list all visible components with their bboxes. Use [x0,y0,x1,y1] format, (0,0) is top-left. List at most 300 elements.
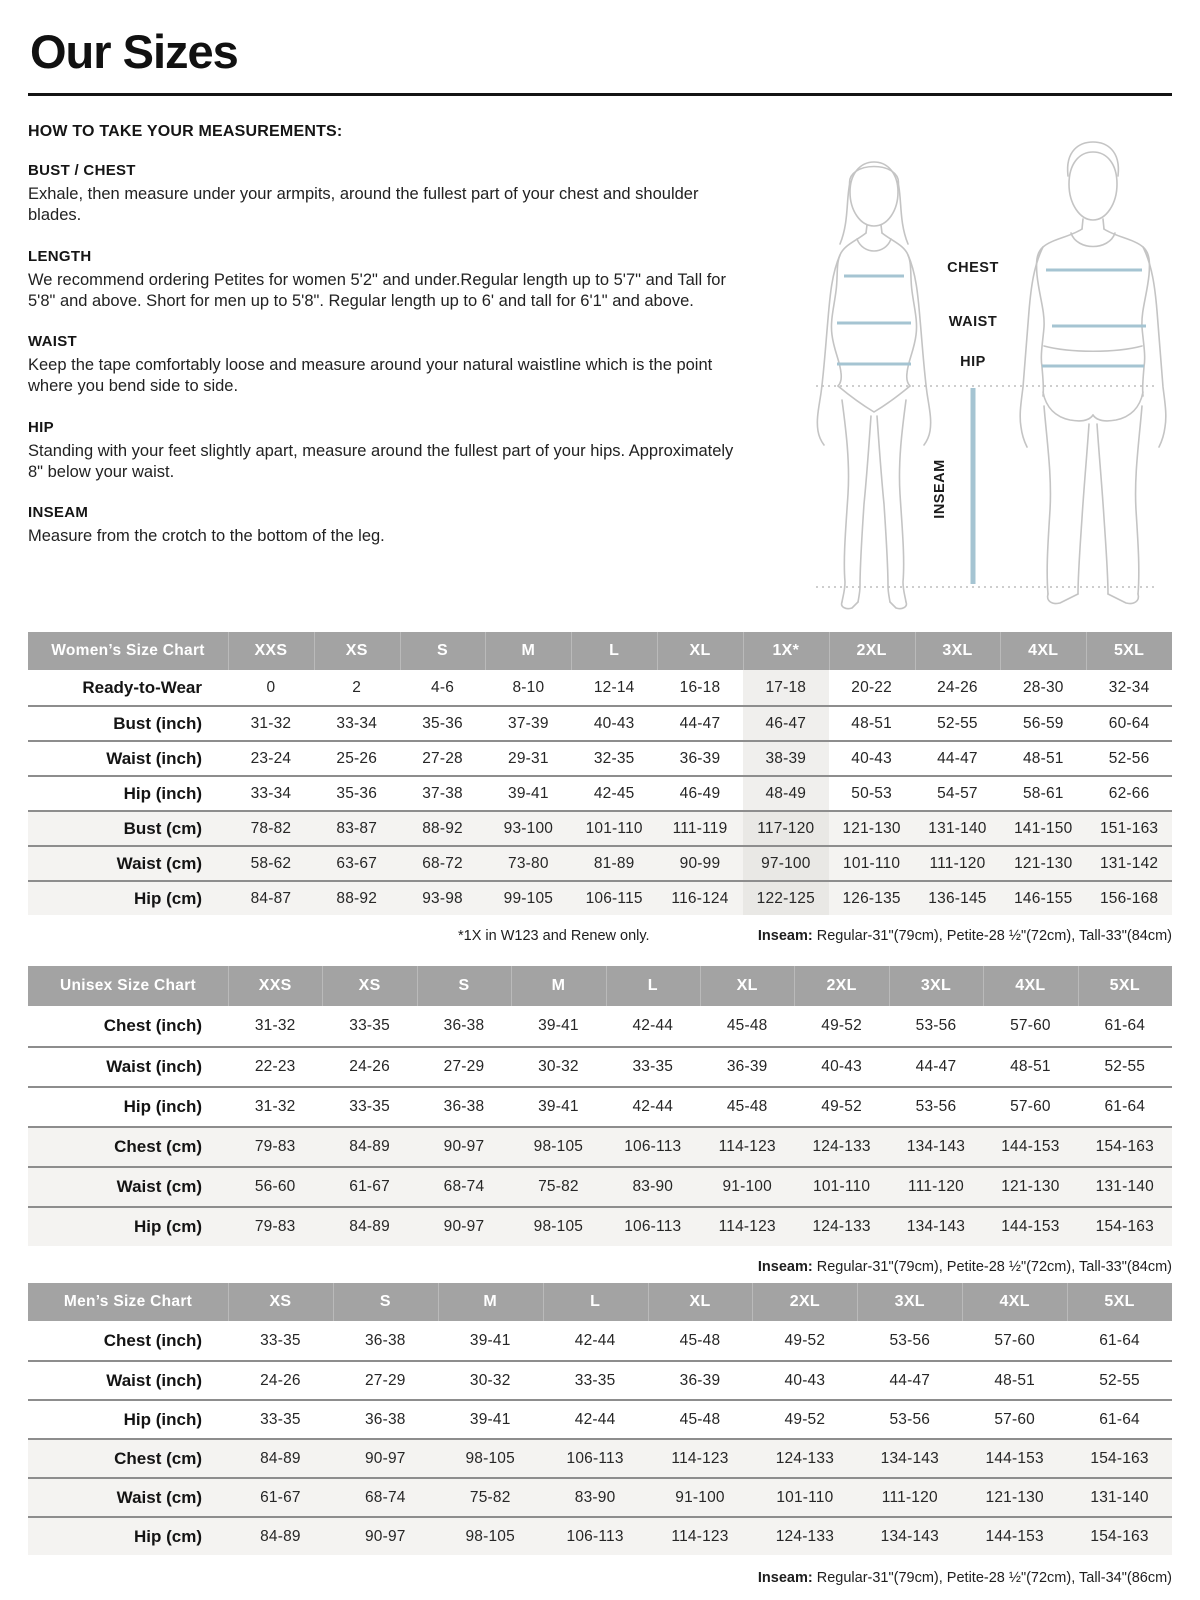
size-cell: 121-130 [842,819,901,837]
size-cell: 24-26 [349,1058,390,1075]
size-cell: 42-45 [593,784,635,802]
table-row [28,845,1172,880]
size-column-header: L [543,1283,648,1321]
table-row [28,775,1172,810]
size-cell: 48-49 [743,777,829,810]
inseam-note-text: Regular-31"(79cm), Petite-28 ½"(72cm), Tall-34"(86cm) [812,1570,1172,1586]
womens-size-chart [28,632,1172,915]
size-cell: 68-74 [443,1178,485,1195]
size-cell: 54-57 [937,784,978,802]
size-cell: 131-140 [1090,1488,1149,1506]
row-label: Hip (cm) [134,888,202,908]
table-row [28,1399,1172,1438]
table-row [28,740,1172,775]
size-cell: 98-105 [465,1527,515,1545]
size-cell: 52-56 [1108,749,1150,767]
size-column-header: XS [314,632,400,670]
size-cell: 73-80 [508,854,549,872]
size-cell: 53-56 [889,1410,931,1428]
size-cell: 91-100 [722,1178,772,1195]
size-cell: 98-105 [533,1218,584,1235]
size-cell: 61-64 [1099,1410,1140,1428]
measurement-instructions [28,123,743,548]
size-cell: 36-39 [679,749,721,767]
size-cell: 16-18 [679,678,721,696]
inseam-note-label: Inseam: [757,928,813,944]
size-cell: 39-41 [469,1410,511,1428]
table-row [28,670,1172,705]
size-cell: 46-47 [743,707,829,740]
title-divider [28,93,1172,96]
size-column-header: 5XL [1078,966,1172,1006]
size-cell: 56-59 [1022,714,1064,732]
size-column-header: 4XL [983,966,1077,1006]
row-label: Hip (cm) [134,1217,202,1236]
size-cell: 68-72 [422,854,463,872]
size-cell: 131-140 [928,819,987,837]
size-cell: 114-123 [671,1449,729,1467]
size-cell: 93-100 [503,819,554,837]
size-column-header: 5XL [1086,632,1172,670]
row-label: Ready-to-Wear [82,677,202,697]
size-cell: 36-38 [443,1017,485,1034]
inseam-note-label: Inseam: [757,1259,813,1275]
size-cell: 31-32 [250,714,292,732]
size-cell: 111-120 [881,1488,938,1506]
size-cell: 44-47 [915,1058,957,1075]
size-cell: 68-74 [364,1488,406,1506]
size-cell: 35-36 [336,784,378,802]
size-cell: 12-14 [593,678,635,696]
size-cell: 106-113 [566,1449,624,1467]
size-column-header: S [417,966,511,1006]
size-cell: 126-135 [842,889,901,907]
size-cell: 131-140 [1095,1178,1154,1195]
row-label: Bust (inch) [113,713,202,733]
size-cell: 114-123 [671,1527,729,1545]
size-cell: 134-143 [880,1449,939,1467]
size-cell: 93-98 [422,889,463,907]
size-cell: 136-145 [928,889,987,907]
row-label: Waist (inch) [106,1370,202,1390]
size-cell: 88-92 [422,819,463,837]
size-cell: 4-6 [431,678,455,696]
size-cell: 61-64 [1104,1017,1146,1034]
size-cell: 144-153 [1001,1218,1060,1235]
instructions-heading: HOW TO TAKE YOUR MEASUREMENTS: [28,123,343,140]
table-row [28,705,1172,740]
size-cell: 42-44 [632,1017,674,1034]
row-label: Hip (inch) [123,1097,202,1116]
size-cell: 33-35 [632,1058,674,1075]
size-column-header: XL [700,966,794,1006]
size-column-header: M [438,1283,543,1321]
size-cell: 75-82 [469,1488,511,1506]
row-label: Waist (cm) [116,1177,202,1196]
row-label: Bust (cm) [123,818,202,838]
inseam-label: INSEAM [932,459,948,519]
size-cell: 122-125 [743,882,829,915]
size-cell: 78-82 [250,819,292,837]
size-cell: 53-56 [889,1331,931,1349]
size-cell: 134-143 [906,1138,966,1155]
row-label: Waist (cm) [116,1487,202,1507]
size-column-header: 1X* [743,632,829,670]
row-label: Chest (cm) [114,1448,202,1468]
row-label: Waist (cm) [116,853,202,873]
size-cell: 37-38 [422,784,463,802]
size-cell: 124-133 [812,1218,871,1235]
size-cell: 56-60 [254,1178,296,1195]
page-title: Our Sizes [30,25,238,78]
size-cell: 40-43 [851,749,892,767]
size-cell: 90-99 [679,854,721,872]
table-title: Unisex Size Chart [59,977,197,994]
size-cell: 83-90 [632,1178,674,1195]
size-cell: 141-150 [1014,819,1073,837]
size-cell: 52-55 [1104,1058,1146,1075]
size-cell: 35-36 [422,714,463,732]
size-cell: 48-51 [851,714,892,732]
size-cell: 42-44 [574,1410,616,1428]
size-column-header: 2XL [829,632,915,670]
table-row [28,1516,1172,1555]
size-cell: 90-97 [443,1138,485,1155]
row-label: Hip (inch) [123,1409,202,1429]
size-cell: 154-163 [1095,1138,1154,1155]
measurement-diagram [780,134,1180,614]
table-header-row [28,1283,1172,1321]
inseam-note-unisex [758,1259,1172,1275]
size-cell: 101-110 [585,819,643,837]
size-cell: 75-82 [538,1178,579,1195]
size-cell: 57-60 [1010,1098,1051,1115]
size-column-header: L [606,966,700,1006]
size-cell: 31-32 [254,1017,296,1034]
top-section [28,24,1172,602]
size-cell: 28-30 [1022,678,1064,696]
size-cell: 44-47 [889,1371,931,1389]
size-cell: 111-120 [908,1178,964,1195]
size-cell: 33-35 [260,1331,301,1349]
size-column-header: 3XL [915,632,1001,670]
table-row [28,1046,1172,1086]
size-cell: 84-89 [260,1449,301,1467]
hip-label: HIP [960,354,986,370]
size-cell: 97-100 [743,847,829,880]
size-cell: 57-60 [994,1331,1035,1349]
size-cell: 37-39 [508,714,549,732]
size-cell: 36-38 [364,1410,406,1428]
size-cell: 39-41 [538,1017,579,1034]
male-figure-outline [1020,142,1166,604]
size-cell: 61-64 [1099,1331,1140,1349]
size-cell: 58-62 [250,854,292,872]
size-cell: 134-143 [880,1527,939,1545]
size-cell: 83-87 [336,819,378,837]
size-column-header: XXS [228,632,314,670]
size-cell: 62-66 [1108,784,1150,802]
size-cell: 101-110 [776,1488,834,1506]
size-cell: 124-133 [775,1527,835,1545]
size-cell: 2 [352,678,362,696]
size-cell: 63-67 [336,854,378,872]
row-label: Waist (inch) [106,1057,202,1076]
size-cell: 30-32 [538,1058,579,1075]
size-cell: 114-123 [718,1218,776,1235]
size-cell: 121-130 [1001,1178,1060,1195]
inseam-note-text: Regular-31"(79cm), Petite-28 ½"(72cm), Tall-33"(84cm) [812,928,1172,944]
size-cell: 83-90 [574,1488,616,1506]
size-cell: 49-52 [784,1410,826,1428]
size-cell: 58-61 [1022,784,1064,802]
size-column-header: 5XL [1067,1283,1172,1321]
size-column-header: XS [228,1283,333,1321]
size-cell: 98-105 [465,1449,515,1467]
size-column-header: L [571,632,657,670]
size-cell: 24-26 [937,678,978,696]
section-text: We recommend ordering Petites for women 5'2" and under.Regular length up to 5'7" and Tall for 5'8" and above. Short for men up to 5'8". Regular length up to 6' and tall for 6'1" and above. [28,270,726,310]
size-cell: 146-155 [1014,889,1073,907]
inseam-note-women [758,928,1172,944]
size-cell: 40-43 [821,1058,862,1075]
size-cell: 111-119 [672,819,728,837]
size-column-header: 2XL [794,966,888,1006]
size-cell: 8-10 [512,678,545,696]
size-column-header: S [400,632,486,670]
size-cell: 17-18 [743,670,829,705]
size-cell: 116-124 [671,889,729,907]
size-cell: 48-51 [1010,1058,1051,1075]
size-cell: 32-34 [1108,678,1150,696]
table-row [28,1477,1172,1516]
size-cell: 101-110 [813,1178,871,1195]
size-cell: 156-168 [1099,889,1159,907]
section-label: HIP [28,418,54,436]
size-cell: 33-35 [349,1098,390,1115]
size-cell: 39-41 [469,1331,511,1349]
table-row [28,880,1172,915]
section-text: Measure from the crotch to the bottom of the leg. [28,527,385,546]
size-cell: 45-48 [679,1331,721,1349]
size-cell: 106-113 [624,1218,682,1235]
size-cell: 90-97 [443,1218,485,1235]
size-cell: 52-55 [1099,1371,1140,1389]
row-label: Hip (cm) [134,1526,202,1546]
table-row [28,1438,1172,1477]
table-row [28,1086,1172,1126]
mens-size-chart [28,1283,1172,1555]
size-cell: 22-23 [254,1058,296,1075]
inseam-note-label: Inseam: [757,1570,813,1586]
size-cell: 30-32 [469,1371,511,1389]
size-cell: 98-105 [533,1138,584,1155]
size-column-header: M [511,966,605,1006]
table-title: Men’s Size Chart [63,1293,193,1310]
size-cell: 45-48 [726,1017,768,1034]
inseam-note-men [758,1570,1172,1586]
size-cell: 124-133 [812,1138,871,1155]
section-hip [28,419,743,484]
section-label: INSEAM [28,504,89,522]
size-cell: 44-47 [937,749,978,767]
row-label: Hip (inch) [123,783,202,803]
mens-table-notes [28,1570,1172,1586]
size-cell: 144-153 [985,1527,1044,1545]
size-cell: 57-60 [1010,1017,1051,1034]
size-cell: 33-34 [336,714,378,732]
size-cell: 84-89 [260,1527,301,1545]
section-label: WAIST [28,333,77,351]
size-cell: 49-52 [784,1331,826,1349]
size-cell: 36-39 [679,1371,721,1389]
size-column-header: 4XL [962,1283,1067,1321]
size-cell: 124-133 [775,1449,835,1467]
size-cell: 91-100 [675,1488,725,1506]
size-cell: 61-64 [1104,1098,1146,1115]
chest-label: CHEST [947,260,999,276]
size-cell: 49-52 [821,1098,862,1115]
size-cell: 61-67 [260,1488,301,1506]
size-cell: 114-123 [718,1138,776,1155]
size-cell: 90-97 [364,1449,406,1467]
dashed-reference-lines [816,386,1154,587]
size-cell: 84-89 [349,1138,390,1155]
size-cell: 101-110 [843,854,901,872]
table-header-row [28,632,1172,670]
size-cell: 79-83 [254,1138,296,1155]
size-cell: 20-22 [851,678,892,696]
table-row [28,1360,1172,1399]
size-cell: 57-60 [994,1410,1035,1428]
size-cell: 31-32 [254,1098,296,1115]
size-column-header: XS [322,966,416,1006]
row-label: Chest (cm) [114,1137,202,1156]
size-cell: 121-130 [985,1488,1044,1506]
size-cell: 52-55 [937,714,978,732]
size-column-header: XXS [228,966,322,1006]
size-cell: 36-39 [726,1058,768,1075]
table-header-row [28,966,1172,1006]
table-row [28,1006,1172,1046]
size-cell: 106-113 [624,1138,682,1155]
footnote-1x: *1X in W123 and Renew only. [458,928,650,944]
size-cell: 61-67 [349,1178,390,1195]
size-cell: 36-38 [364,1331,406,1349]
section-label: LENGTH [28,247,92,265]
womens-table-notes [28,928,1172,944]
size-cell: 25-26 [336,749,378,767]
size-cell: 134-143 [906,1218,966,1235]
size-cell: 0 [266,678,276,696]
size-column-header: 3XL [889,966,983,1006]
table-row [28,1166,1172,1206]
table-row [28,1126,1172,1166]
unisex-size-chart [28,966,1172,1246]
waist-label: WAIST [948,314,998,330]
size-cell: 111-120 [929,854,986,872]
size-cell: 106-113 [566,1527,624,1545]
size-cell: 38-39 [743,742,829,775]
size-cell: 27-29 [364,1371,406,1389]
size-cell: 131-142 [1099,854,1159,872]
table-row [28,1321,1172,1360]
inseam-note-text: Regular-31"(79cm), Petite-28 ½"(72cm), Tall-33"(84cm) [812,1259,1172,1275]
section-length [28,248,743,313]
size-cell: 121-130 [1014,854,1073,872]
size-column-header: 4XL [1000,632,1086,670]
size-cell: 45-48 [679,1410,721,1428]
size-cell: 40-43 [593,714,635,732]
size-cell: 29-31 [508,749,549,767]
size-cell: 144-153 [985,1449,1044,1467]
table-row [28,1206,1172,1246]
size-column-header: S [333,1283,438,1321]
size-cell: 60-64 [1108,714,1150,732]
size-cell: 27-29 [443,1058,485,1075]
size-cell: 90-97 [364,1527,406,1545]
size-cell: 50-53 [851,784,892,802]
size-cell: 39-41 [508,784,549,802]
size-cell: 27-28 [422,749,463,767]
size-cell: 53-56 [915,1017,957,1034]
row-label: Waist (inch) [106,748,202,768]
size-cell: 151-163 [1099,819,1159,837]
table-row [28,810,1172,845]
section-bust-chest [28,162,743,227]
size-cell: 33-35 [260,1410,301,1428]
size-cell: 48-51 [994,1371,1035,1389]
section-text: Standing with your feet slightly apart, measure around the fullest part of your hips. Approximately 8" below your waist. [28,441,734,481]
size-cell: 48-51 [1022,749,1064,767]
size-cell: 33-35 [349,1017,390,1034]
section-waist [28,333,743,398]
size-cell: 36-38 [443,1098,485,1115]
size-cell: 154-163 [1095,1218,1154,1235]
size-cell: 33-35 [574,1371,616,1389]
table-title: Women’s Size Chart [51,642,205,659]
size-cell: 144-153 [1001,1138,1060,1155]
size-cell: 84-87 [250,889,292,907]
size-cell: 88-92 [336,889,378,907]
size-column-header: XL [657,632,743,670]
size-cell: 81-89 [593,854,635,872]
section-text: Keep the tape comfortably loose and measure around your natural waistline which is the point where you bend side to side. [28,356,713,396]
size-cell: 84-89 [349,1218,390,1235]
size-cell: 33-34 [250,784,292,802]
size-cell: 42-44 [632,1098,674,1115]
size-cell: 154-163 [1090,1527,1149,1545]
size-cell: 117-120 [743,812,829,845]
size-cell: 23-24 [250,749,292,767]
size-cell: 106-115 [585,889,643,907]
row-label: Chest (inch) [103,1016,202,1035]
section-label: BUST / CHEST [28,162,136,179]
size-cell: 24-26 [260,1371,301,1389]
size-column-header: 2XL [752,1283,857,1321]
section-inseam [28,504,743,547]
size-cell: 44-47 [679,714,721,732]
size-cell: 45-48 [726,1098,768,1115]
size-column-header: M [485,632,571,670]
size-column-header: XL [648,1283,753,1321]
size-cell: 46-49 [679,784,721,802]
section-text: Exhale, then measure under your armpits, around the fullest part of your chest and shoulder blades. [28,185,699,225]
size-cell: 39-41 [538,1098,579,1115]
size-cell: 79-83 [254,1218,296,1235]
size-cell: 40-43 [784,1371,826,1389]
unisex-table-notes [28,1259,1172,1275]
